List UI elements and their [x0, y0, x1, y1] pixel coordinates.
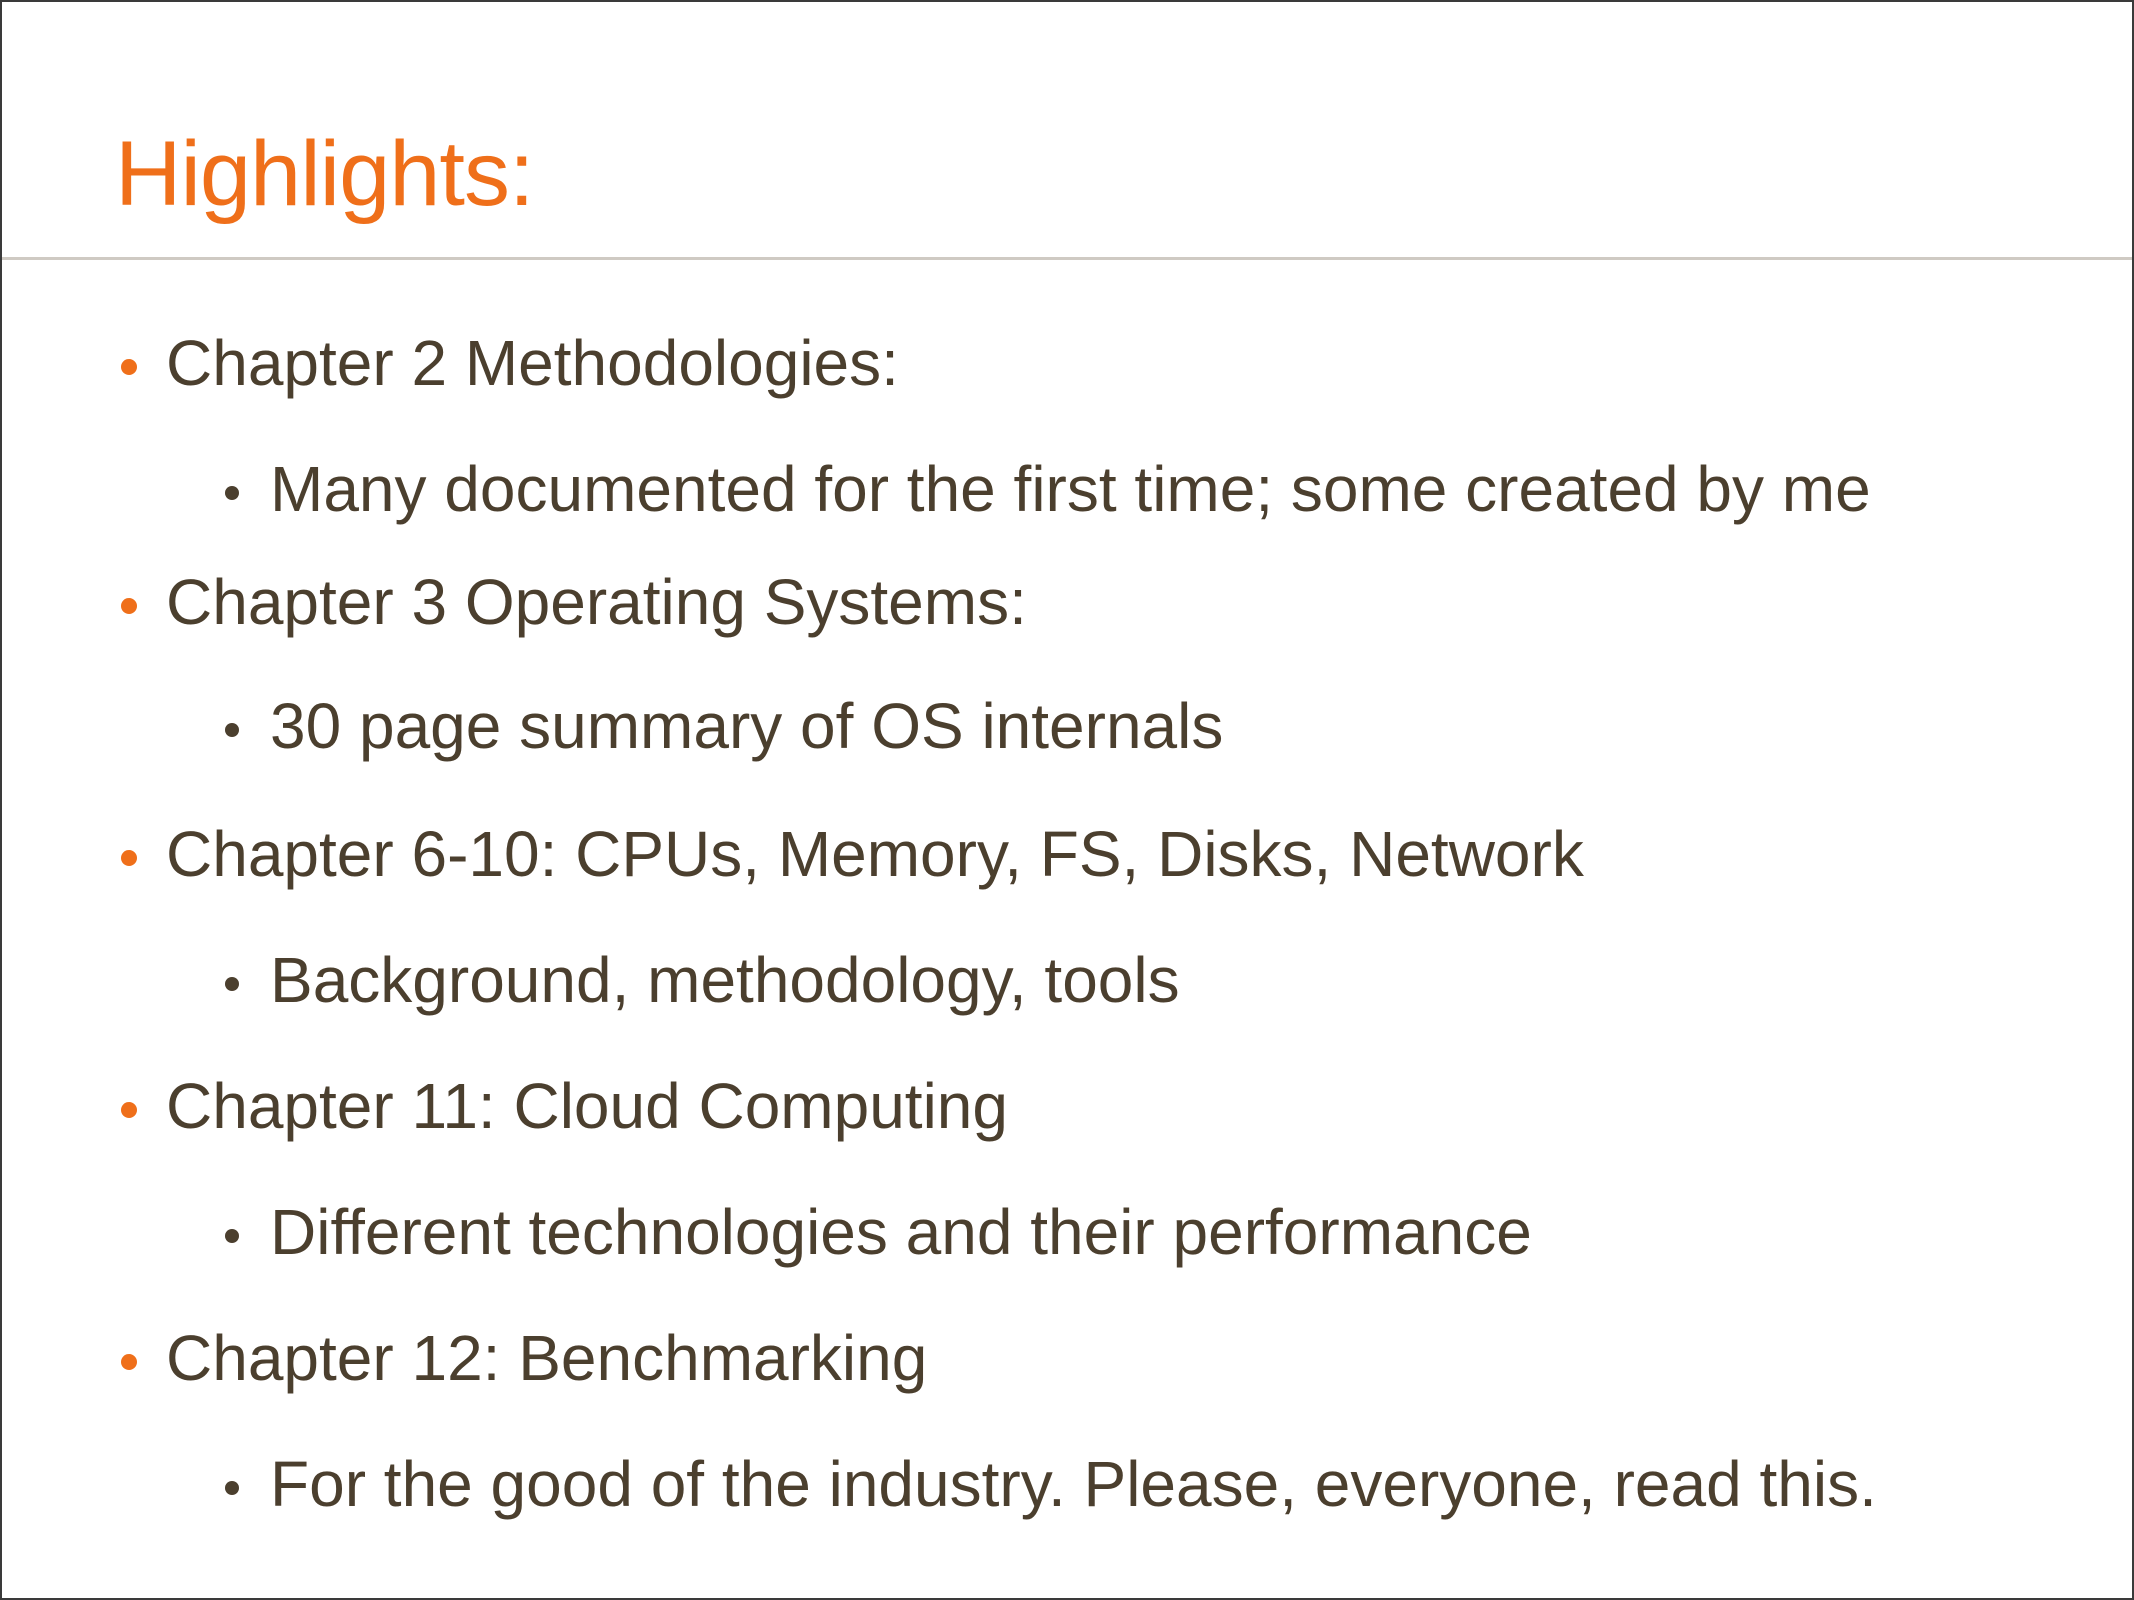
title-divider — [2, 257, 2132, 260]
bullet-item-chapter-3 — [166, 566, 1027, 638]
sub-bullet-icon — [225, 486, 239, 500]
sub-bullet-text: 30 page summary of OS internals — [270, 690, 1224, 762]
sub-bullet-text: For the good of the industry. Please, everyone, read this. — [270, 1448, 1877, 1520]
bullet-icon — [121, 1354, 137, 1370]
sub-bullet-text: Different technologies and their performance — [270, 1196, 1532, 1268]
sub-bullet-item-technologies — [270, 1196, 1532, 1268]
bullet-text: Chapter 6-10: CPUs, Memory, FS, Disks, Network — [166, 818, 1584, 890]
sub-bullet-item-methodologies — [270, 453, 1871, 525]
bullet-item-chapter-2 — [166, 327, 899, 399]
bullet-icon — [121, 359, 137, 375]
bullet-item-chapter-11 — [166, 1070, 1008, 1142]
sub-bullet-text: Background, methodology, tools — [270, 944, 1180, 1016]
bullet-text: Chapter 2 Methodologies: — [166, 327, 899, 399]
sub-bullet-icon — [225, 723, 239, 737]
sub-bullet-item-os-summary — [270, 690, 1224, 762]
bullet-icon — [121, 850, 137, 866]
slide-title: Highlights: — [115, 123, 534, 225]
bullet-icon — [121, 1102, 137, 1118]
bullet-item-chapter-12 — [166, 1322, 928, 1394]
bullet-item-chapter-6-10 — [166, 818, 1584, 890]
bullet-text: Chapter 11: Cloud Computing — [166, 1070, 1008, 1142]
bullet-text: Chapter 12: Benchmarking — [166, 1322, 928, 1394]
bullet-icon — [121, 598, 137, 614]
sub-bullet-text: Many documented for the first time; some created by me — [270, 453, 1871, 525]
sub-bullet-item-background — [270, 944, 1180, 1016]
bullet-text: Chapter 3 Operating Systems: — [166, 566, 1027, 638]
sub-bullet-icon — [225, 977, 239, 991]
sub-bullet-icon — [225, 1481, 239, 1495]
sub-bullet-item-industry — [270, 1448, 1877, 1520]
sub-bullet-icon — [225, 1229, 239, 1243]
